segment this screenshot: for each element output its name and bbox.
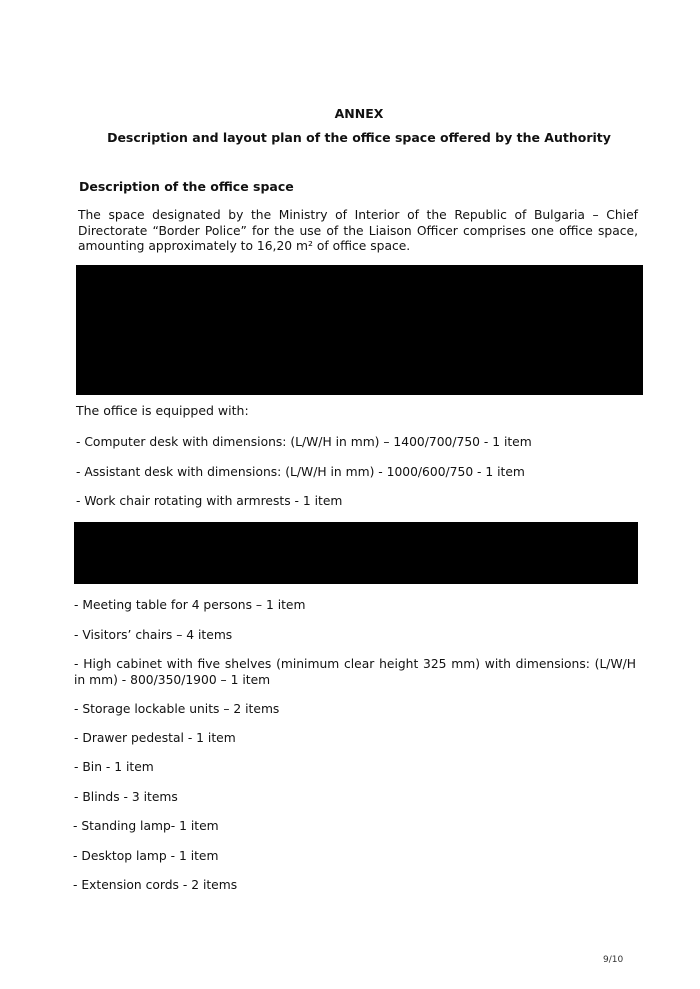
list-item: - Standing lamp- 1 item xyxy=(73,819,219,833)
redacted-block xyxy=(76,265,643,395)
list-item: - Bin - 1 item xyxy=(74,760,154,774)
list-item: - High cabinet with five shelves (minimum clear height 325 mm) with dimensions: (L/W/H in mm) - 800/350/1900 – 1 item xyxy=(74,657,636,687)
equipment-heading: The office is equipped with: xyxy=(76,403,249,418)
list-item: - Visitors’ chairs – 4 items xyxy=(74,628,233,642)
list-item: - Computer desk with dimensions: (L/W/H in mm) – 1400/700/750 - 1 item xyxy=(76,435,532,449)
section-heading: Description of the office space xyxy=(79,179,294,194)
list-item: - Desktop lamp - 1 item xyxy=(73,849,219,863)
page-title: Description and layout plan of the office space offered by the Authority xyxy=(107,130,611,145)
list-item: - Meeting table for 4 persons – 1 item xyxy=(74,598,306,612)
redacted-block xyxy=(74,522,638,584)
list-item: - Blinds - 3 items xyxy=(74,790,178,804)
list-item: - Assistant desk with dimensions: (L/W/H in mm) - 1000/600/750 - 1 item xyxy=(76,465,525,479)
office-description: The space designated by the Ministry of Interior of the Republic of Bulgaria – Chief Directorate “Border Police” for the use of the Liaison Officer comprises one office space, amounting approximately to 16,20 m² of office space. xyxy=(78,208,638,253)
list-item: - Storage lockable units – 2 items xyxy=(74,702,280,716)
annex-title: ANNEX xyxy=(334,106,384,121)
list-item: - Drawer pedestal - 1 item xyxy=(74,731,236,745)
page-number: 9/10 xyxy=(603,955,624,965)
list-item: - Extension cords - 2 items xyxy=(73,878,238,892)
list-item: - Work chair rotating with armrests - 1 item xyxy=(76,494,343,508)
